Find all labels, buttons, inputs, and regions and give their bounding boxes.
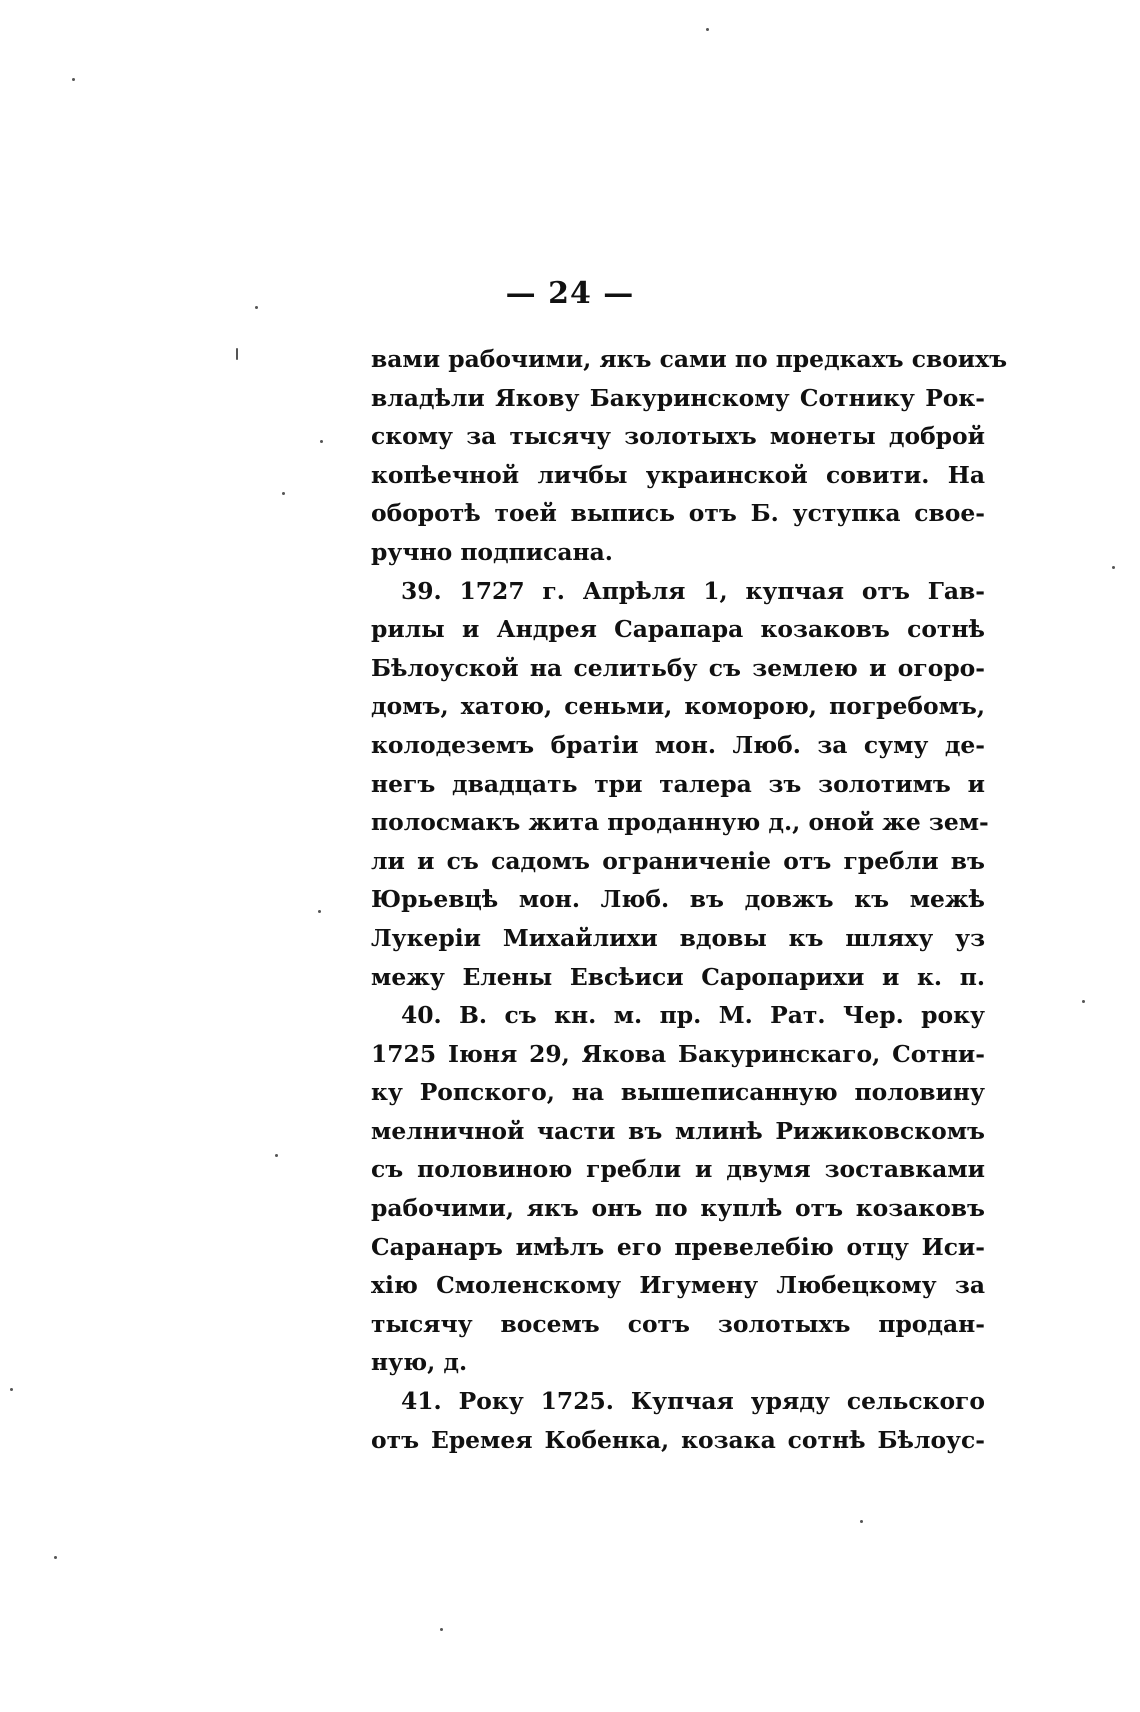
text-line: тысячу восемъ сотъ золотыхъ продан- bbox=[371, 1309, 985, 1338]
text-line: 1725 Іюня 29, Якова Бакуринскаго, Сотни- bbox=[371, 1039, 985, 1068]
scan-speck bbox=[54, 1556, 57, 1559]
text-line: 40. В. съ кн. м. пр. М. Рат. Чер. року bbox=[401, 1001, 985, 1030]
text-line: рабочими, якъ онъ по куплѣ отъ козаковъ bbox=[371, 1194, 985, 1223]
text-line: съ половиною гребли и двумя зоставками bbox=[371, 1155, 985, 1184]
text-line: скому за тысячу золотыхъ монеты доброй bbox=[371, 422, 985, 451]
scan-speck bbox=[706, 28, 709, 31]
scan-speck bbox=[255, 306, 258, 309]
scan-speck bbox=[1112, 566, 1115, 569]
text-line: хію Смоленскому Игумену Любецкому за bbox=[371, 1271, 985, 1300]
text-line: 41. Року 1725. Купчая уряду сельского bbox=[401, 1387, 985, 1416]
scan-speck bbox=[236, 348, 238, 360]
text-line: ли и съ садомъ ограниченіе отъ гребли въ bbox=[371, 846, 985, 875]
scan-speck bbox=[320, 440, 323, 443]
paragraph bbox=[371, 996, 985, 1382]
paragraph bbox=[371, 340, 1008, 572]
scan-speck bbox=[275, 1154, 278, 1157]
text-line: владѣли Якову Бакуринскому Сотнику Рок- bbox=[371, 383, 985, 412]
text-line: ную, д. bbox=[371, 1348, 468, 1377]
text-line: мелничной части въ млинѣ Рижиковскомъ bbox=[371, 1116, 985, 1145]
scan-speck bbox=[282, 492, 285, 495]
text-line: отъ Еремея Кобенка, козака сотнѣ Бѣлоус- bbox=[371, 1425, 985, 1454]
text-line: колодеземъ братіи мон. Люб. за суму де- bbox=[371, 730, 985, 759]
text-line: копѣечной личбы украинской совити. На bbox=[371, 460, 985, 489]
scan-speck bbox=[440, 1628, 443, 1631]
text-line: Лукеріи Михайлихи вдовы къ шляху уз bbox=[371, 923, 985, 952]
scan-speck bbox=[72, 78, 75, 81]
text-line: Юрьевцѣ мон. Люб. въ довжъ къ межѣ bbox=[371, 885, 985, 914]
text-line: рилы и Андрея Сарапара козаковъ сотнѣ bbox=[371, 615, 985, 644]
text-body bbox=[371, 340, 1008, 1459]
scan-speck bbox=[860, 1520, 863, 1523]
scan-speck bbox=[1082, 1000, 1085, 1003]
paragraph bbox=[371, 572, 989, 997]
text-line: полосмакъ жита проданную д., оной же зем- bbox=[371, 808, 989, 837]
text-line: ку Ропского, на вышеписанную половину bbox=[371, 1078, 985, 1107]
page-number: — 24 — bbox=[505, 276, 635, 311]
text-line: межу Елены Евсѣиси Саропарихи и к. п. bbox=[371, 962, 985, 991]
scan-speck bbox=[10, 1388, 13, 1391]
paragraph bbox=[371, 1382, 985, 1459]
scan-speck bbox=[318, 910, 321, 913]
text-line: ручно подписана. bbox=[371, 537, 613, 566]
text-line: Бѣлоуской на селитьбу съ землею и огоро- bbox=[371, 653, 985, 682]
text-line: оборотѣ тоей выпись отъ Б. уступка свое- bbox=[371, 499, 985, 528]
text-line: домъ, хатою, сеньми, коморою, погребомъ, bbox=[371, 692, 985, 721]
text-line: негъ двадцать три талера зъ золотимъ и bbox=[371, 769, 985, 798]
text-line: вами рабочими, якъ сами по предкахъ своихъ bbox=[371, 345, 1008, 373]
text-line: 39. 1727 г. Апрѣля 1, купчая отъ Гав- bbox=[401, 576, 985, 605]
text-line: Саранаръ имѣлъ его превелебію отцу Иси- bbox=[371, 1232, 985, 1261]
